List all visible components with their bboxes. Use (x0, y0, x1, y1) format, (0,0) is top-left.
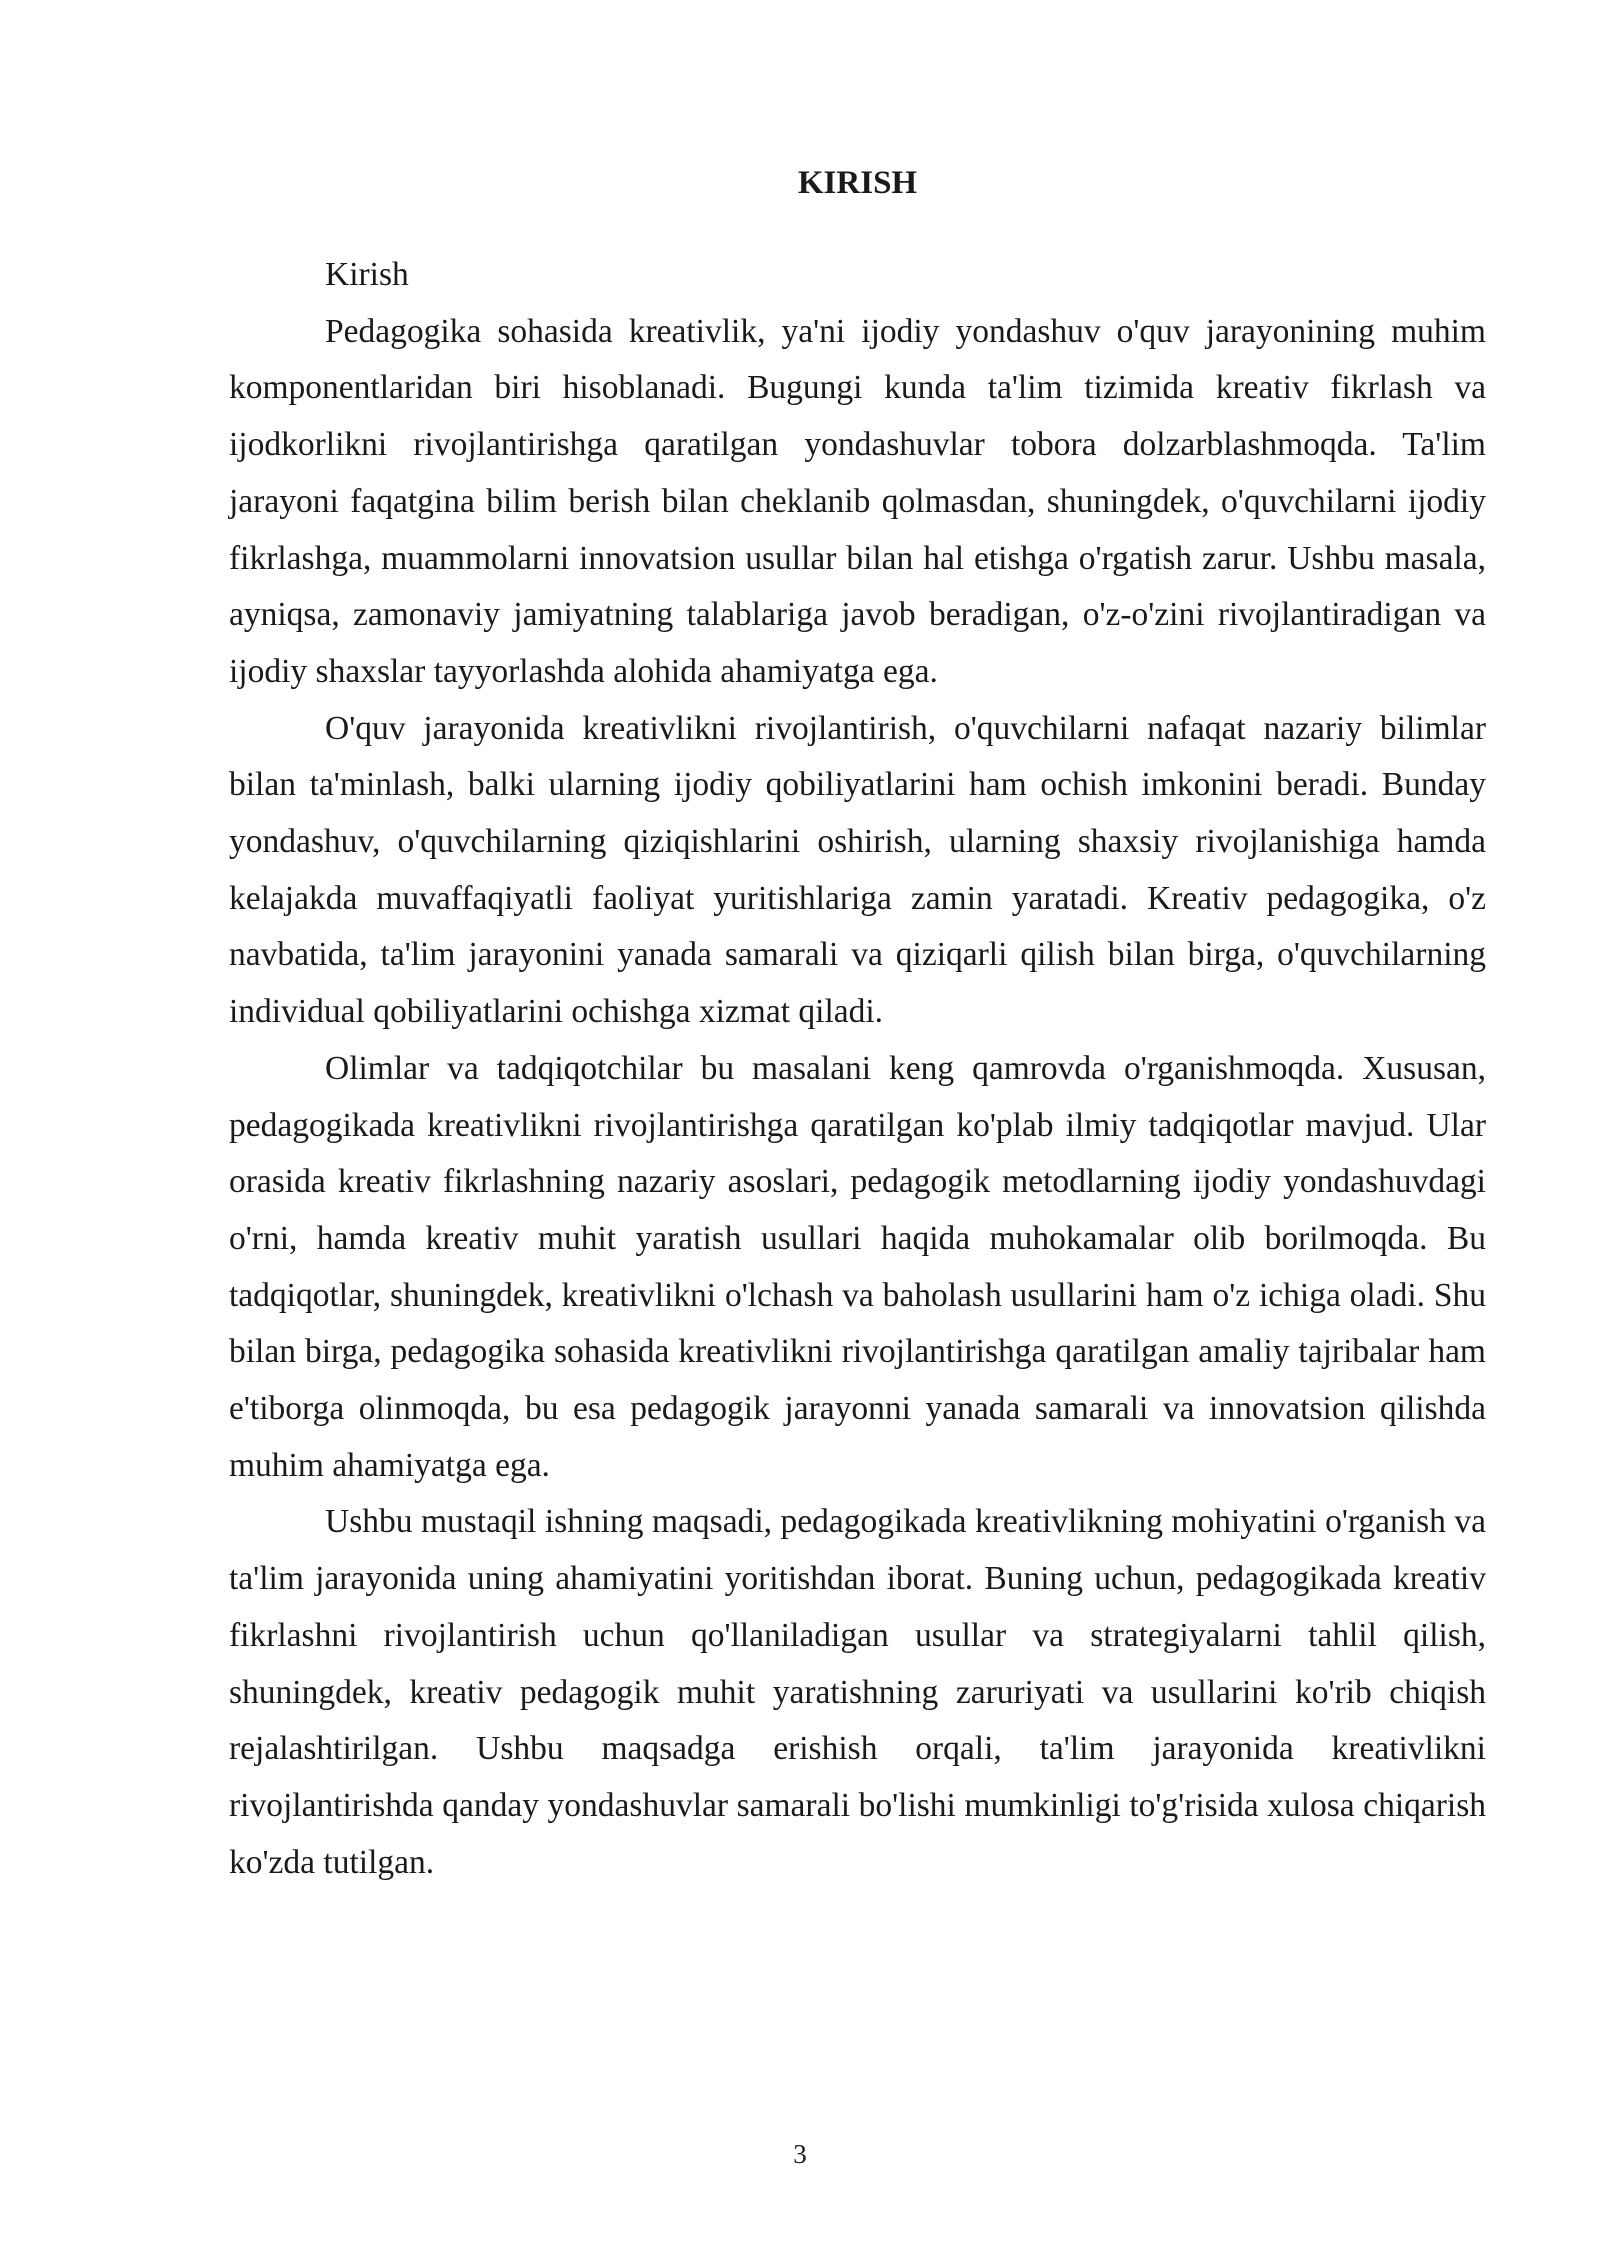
paragraph-4: Ushbu mustaqil ishning maqsadi, pedagogikada kreativlikning mohiyatini o'rganish va ta'lim jarayonida uning ahamiyatini yoritishdan iborat. Buning uchun, pedagogikada kreativ fikrlashni rivojlantirish uchun qo'llaniladigan usullar va strategiyalarni tahlil qilish, shuningdek, kreativ pedagogik muhit yaratishning zaruriyati va usullarini ko'rib chiqish rejalashtirilgan. Ushbu maqsadga erishish orqali, ta'lim jarayonida kreativlikni rivojlantirishda qanday yondashuvlar samarali bo'lishi mumkinligi to'g'risida xulosa chiqarish ko'zda tutilgan. (229, 1503, 1486, 1881)
paragraph-2: O'quv jarayonida kreativlikni rivojlantirish, o'quvchilarni nafaqat nazariy bilimlar bilan ta'minlash, balki ularning ijodiy qobiliyatlarini ham ochish imkonini beradi. Bunday yondashuv, o'quvchilarning qiziqishlarini oshirish, ularning shaxsiy rivojlanishiga hamda kelajakda muvaffaqiyatli faoliyat yuritishlariga zamin yaratadi. Kreativ pedagogika, o'z navbatida, ta'lim jarayonini yanada samarali va qiziqarli qilish bilan birga, o'quvchilarning individual qobiliyatlarini ochishga xizmat qiladi. (229, 709, 1486, 1031)
page-content (229, 163, 1486, 1891)
paragraph-1: Pedagogika sohasida kreativlik, ya'ni ijodiy yondashuv o'quv jarayonining muhim komponentlaridan biri hisoblanadi. Bugungi kunda ta'lim tizimida kreativ fikrlash va ijodkorlikni rivojlantirishga qaratilgan yondashuvlar tobora dolzarblashmoqda. Ta'lim jarayoni faqatgina bilim berish bilan cheklanib qolmasdan, shuningdek, o'quvchilarni ijodiy fikrlashga, muammolarni innovatsion usullar bilan hal etishga o'rgatish zarur. Ushbu masala, ayniqsa, zamonaviy jamiyatning talablariga javob beradigan, o'z-o'zini rivojlantiradigan va ijodiy shaxslar tayyorlashda alohida ahamiyatga ega. (229, 312, 1486, 690)
section-subheading: Kirish (325, 256, 409, 293)
paragraph-3: Olimlar va tadqiqotchilar bu masalani keng qamrovda o'rganishmoqda. Xususan, pedagogikada kreativlikni rivojlantirishga qaratilgan ko'plab ilmiy tadqiqotlar mavjud. Ular orasida kreativ fikrlashning nazariy asoslari, pedagogik metodlarning ijodiy yondashuvdagi o'rni, hamda kreativ muhit yaratish usullari haqida muhokamalar olib borilmoqda. Bu tadqiqotlar, shuningdek, kreativlikni o'lchash va baholash usullarini ham o'z ichiga oladi. Shu bilan birga, pedagogika sohasida kreativlikni rivojlantirishga qaratilgan amaliy tajribalar ham e'tiborga olinmoqda, bu esa pedagogik jarayonni yanada samarali va innovatsion qilishda muhim ahamiyatga ega. (229, 1049, 1486, 1484)
page-number: 3 (793, 2139, 807, 2169)
page-title: KIRISH (797, 165, 918, 201)
